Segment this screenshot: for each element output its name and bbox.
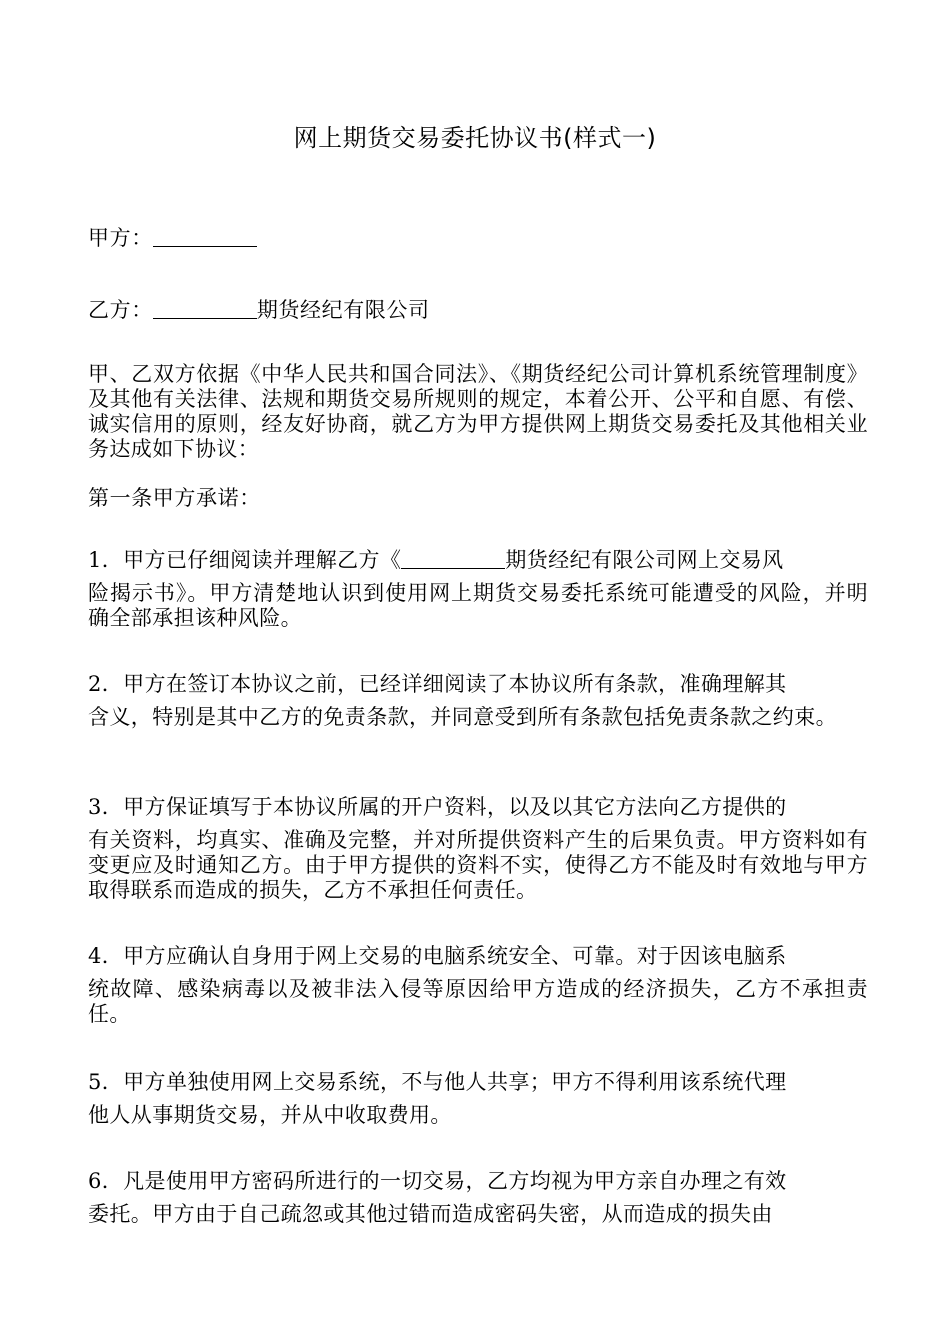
clause-2 <box>88 672 868 730</box>
preamble-paragraph: 甲、乙双方依据《中华人民共和国合同法》、《期货经纪公司计算机系统管理制度》及其他有关法律、法规和期货交易所规则的规定，本着公开、公平和自愿、有偿、诚实信用的原则，经友好协商，就乙方为甲方提供网上期货交易委托及其他相关业务达成如下协议： <box>88 362 868 461</box>
clause-1-rest: 险揭示书》。甲方清楚地认识到使用网上期货交易委托系统可能遭受的风险，并明确全部承担该种风险。 <box>88 581 868 630</box>
clause-5-first-line: 5．甲方单独使用网上交易系统，不与他人共享；甲方不得利用该系统代理 <box>88 1070 787 1094</box>
clause-6 <box>88 1169 868 1227</box>
clause-6-rest: 委托。甲方由于自己疏忽或其他过错而造成密码失密，从而造成的损失由 <box>88 1202 773 1226</box>
clause-5 <box>88 1070 868 1128</box>
clause-3 <box>88 795 868 903</box>
clause-1-first-line <box>88 546 868 573</box>
clause-4-rest: 统故障、感染病毒以及被非法入侵等原因给甲方造成的经济损失，乙方不承担责任。 <box>88 977 868 1026</box>
clause-1-first-after: 期货经纪有限公司网上交易风 <box>505 548 784 572</box>
party-a-label: 甲方： <box>88 226 153 250</box>
clause-3-first-line: 3．甲方保证填写于本协议所属的开户资料，以及以其它方法向乙方提供的 <box>88 795 787 819</box>
clause-2-first-line: 2．甲方在签订本协议之前，已经详细阅读了本协议所有条款，准确理解其 <box>88 672 787 696</box>
party-b-blank <box>153 296 257 319</box>
party-b-line <box>88 296 868 325</box>
clause-4-first-line: 4．甲方应确认自身用于网上交易的电脑系统安全、可靠。对于因该电脑系 <box>88 944 787 968</box>
document-title: 网上期货交易委托协议书(样式一) <box>293 124 657 152</box>
clause-3-rest: 有关资料，均真实、准确及完整，并对所提供资料产生的后果负责。甲方资料如有变更应及时通知乙方。由于甲方提供的资料不实，使得乙方不能及时有效地与甲方取得联系而造成的损失，乙方不承担任何责任。 <box>88 828 868 902</box>
clause-1-blank <box>401 546 505 569</box>
party-a-line <box>88 224 868 253</box>
clause-4 <box>88 944 868 1027</box>
clause-6-first-line: 6．凡是使用甲方密码所进行的一切交易，乙方均视为甲方亲自办理之有效 <box>88 1169 787 1193</box>
clause-1-first-before: 1．甲方已仔细阅读并理解乙方《 <box>88 548 402 572</box>
party-b-suffix: 期货经纪有限公司 <box>256 298 430 322</box>
article-one-heading: 第一条甲方承诺： <box>88 486 261 510</box>
party-b-label: 乙方： <box>88 298 153 322</box>
clause-1 <box>88 546 868 631</box>
clause-5-rest: 他人从事期货交易，并从中收取费用。 <box>88 1103 452 1127</box>
party-a-blank <box>153 224 257 247</box>
clause-2-rest: 含义，特别是其中乙方的免责条款，并同意受到所有条款包括免责条款之约束。 <box>88 705 837 729</box>
